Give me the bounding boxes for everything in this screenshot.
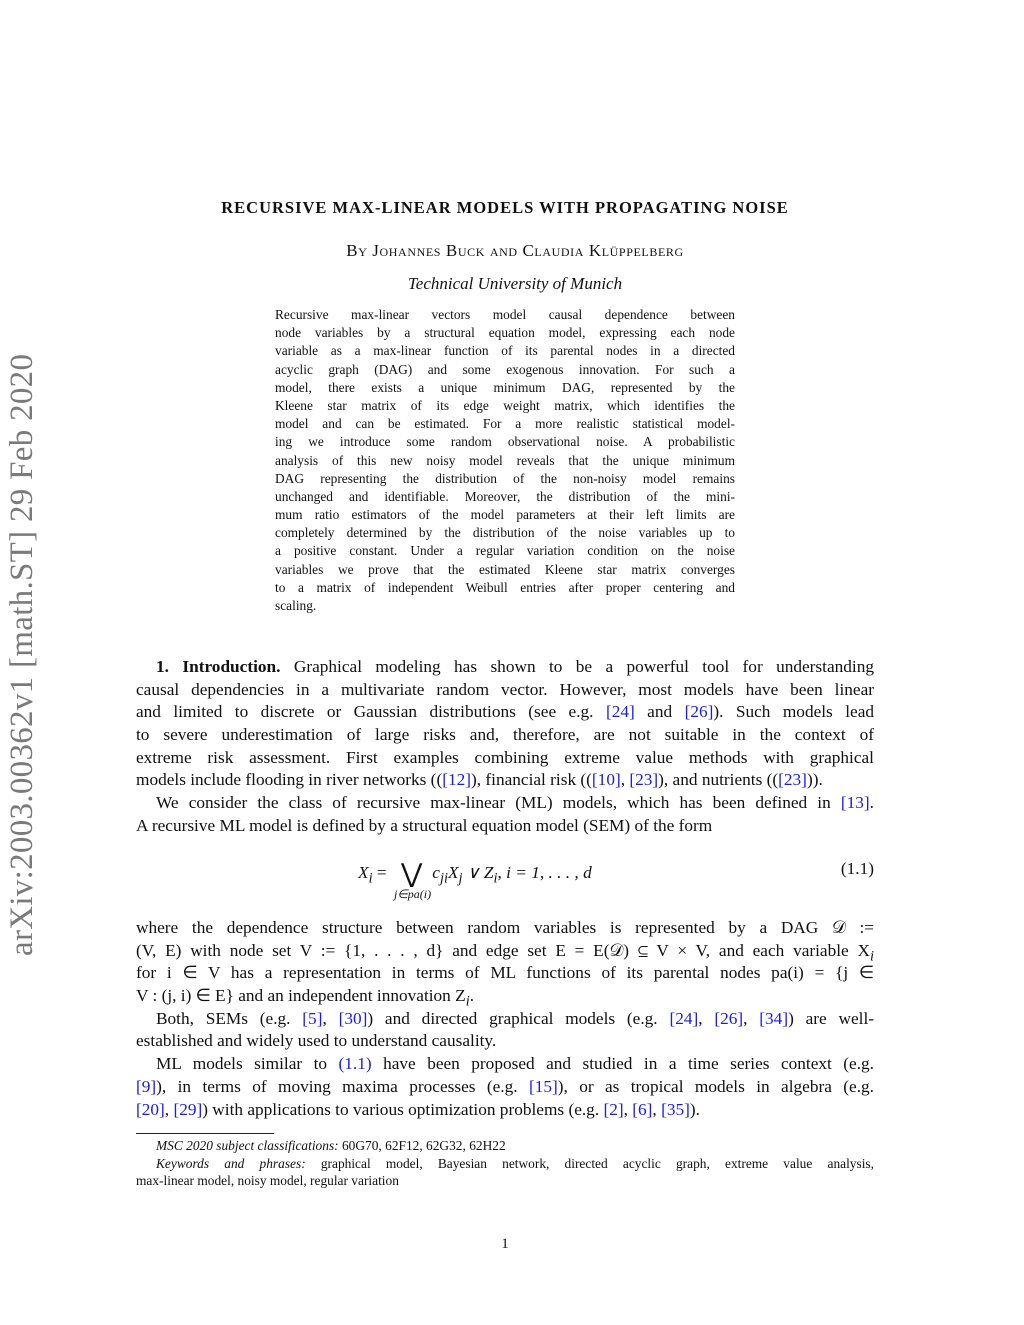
intro-paragraph-line: extreme risk assessment. First examples combining extreme value methods with graphical (136, 747, 874, 767)
citation-link[interactable]: [15] (528, 1076, 558, 1096)
introduction-section (136, 656, 874, 838)
eq-subscript: i (368, 870, 373, 887)
eq-symbol: = (372, 863, 391, 882)
abstract-line: model, there exists a unique minimum DAG, represented by the (275, 379, 735, 395)
text-run: , (322, 1008, 339, 1028)
text-run: , (164, 1099, 174, 1119)
intro-paragraph-line (136, 792, 874, 815)
section-number: 1. (156, 657, 169, 676)
eq-symbol: c (432, 863, 440, 882)
eq-symbol: X (447, 863, 459, 882)
abstract-line: mum ratio estimators of the model parameters at their left limits are (275, 507, 735, 523)
eq-symbol: ∨ Z (462, 863, 494, 882)
text-run: ), financial risk (( (471, 770, 592, 790)
eq-range: , i = 1, . . . , d (497, 863, 592, 882)
msc-classification (136, 1137, 874, 1155)
abstract-line: variables we prove that the estimated Kleene star matrix converges (275, 561, 735, 577)
equation-body (358, 859, 592, 889)
abstract-line: analysis of this new noisy model reveals that the unique minimum (275, 452, 735, 468)
text-run: have been proposed and studied in a time series context (e.g. (371, 1054, 874, 1074)
text-run: ), in terms of moving maxima processes (e.g. (156, 1076, 529, 1096)
abstract-line: a positive constant. Under a regular variation condition on the noise (275, 543, 735, 559)
abstract (275, 306, 735, 615)
citation-link[interactable]: [12] (442, 770, 471, 790)
body-line (136, 1099, 874, 1122)
citation-link[interactable]: [13] (840, 793, 870, 813)
abstract-line: completely determined by the distribution of the noise variables up to (275, 525, 735, 541)
abstract-line: scaling. (275, 598, 317, 613)
text-run: , (743, 1008, 760, 1028)
equation-reference-link[interactable]: (1.1) (338, 1054, 372, 1074)
footnote-value: graphical model, Bayesian network, directed acyclic graph, extreme value analysis, (305, 1155, 874, 1171)
citation-link[interactable]: [26] (684, 702, 714, 722)
abstract-line: node variables by a structural equation model, expressing each node (275, 325, 735, 341)
eq-symbol: X (358, 863, 369, 882)
text-run: ), and nutrients (( (658, 770, 779, 790)
text-run: ) with applications to various optimization problems (e.g. (202, 1099, 604, 1119)
text-run: ). (689, 1099, 700, 1119)
abstract-line: Kleene star matrix of its edge weight matrix, which identifies the (275, 397, 735, 413)
footnote-label: Keywords and phrases: (156, 1155, 306, 1171)
footnotes (136, 1137, 874, 1190)
intro-paragraph-line (136, 656, 874, 679)
abstract-line: DAG representing the distribution of the non-noisy model remains (275, 470, 735, 486)
text-run: and (634, 702, 685, 722)
text-run: ) and directed graphical models (e.g. (367, 1008, 670, 1028)
body-line (136, 1076, 874, 1099)
eq-subscript: ji (439, 870, 448, 887)
introduction-continued (136, 917, 874, 1121)
citation-link[interactable]: [34] (759, 1008, 789, 1028)
max-operator-subscript: j∈pa(i) (394, 887, 432, 901)
citation-link[interactable]: [30] (338, 1008, 368, 1028)
body-line (136, 1008, 874, 1031)
body-line (136, 1053, 874, 1076)
citation-link[interactable]: [23] (629, 770, 659, 790)
abstract-line: unchanged and identifiable. Moreover, the distribution of the mini- (275, 488, 735, 504)
intro-paragraph-line: to severe underestimation of large risks and, therefore, are not suitable in the context of (136, 725, 874, 745)
text-run: . (469, 986, 475, 1006)
eq-subscript: j (458, 870, 463, 887)
body-line: where the dependence structure between random variables is represented by a DAG 𝒟 := (136, 918, 874, 937)
body-line (136, 985, 874, 1008)
text-run: , (698, 1008, 715, 1028)
footnote-label: MSC 2020 subject classifications: (156, 1138, 339, 1153)
text-run: models include flooding in river networks (( (136, 770, 443, 790)
citation-link[interactable]: [10] (591, 770, 621, 790)
intro-paragraph-line: A recursive ML model is defined by a structural equation model (SEM) of the form (136, 815, 713, 835)
eq-subscript: i (465, 993, 470, 1010)
eq-subscript: i (869, 948, 874, 965)
citation-link[interactable]: [29] (173, 1099, 203, 1119)
page-number: 1 (501, 1236, 509, 1252)
paper-authors: By Johannes Buck and Claudia Klüppelberg (346, 241, 684, 260)
text-run: We consider the class of recursive max-linear (ML) models, which has been defined in (156, 793, 841, 813)
citation-link[interactable]: [2] (603, 1099, 624, 1119)
text-run: , (620, 770, 630, 790)
text-run: and limited to discrete or Gaussian distributions (see e.g. (136, 702, 606, 722)
body-line (136, 940, 874, 963)
text-run: )). (806, 770, 823, 790)
text-run: . (869, 793, 874, 813)
citation-link[interactable]: [26] (714, 1008, 744, 1028)
eq-subscript: i (493, 870, 498, 887)
abstract-line: variable as a max-linear function of its parental nodes in a directed (275, 343, 735, 359)
text-run: ). Such models lead (713, 702, 875, 722)
citation-link[interactable]: [35] (661, 1099, 690, 1119)
intro-paragraph-line (136, 701, 874, 724)
text-run: ), or as tropical models in algebra (e.g. (557, 1076, 874, 1096)
footnote-value: 60G70, 62F12, 62G32, 62H22 (338, 1138, 506, 1153)
citation-link[interactable]: [9] (136, 1076, 157, 1096)
keywords (136, 1155, 874, 1173)
text-run: (V, E) with node set V := {1, . . . , d} and edge set E = E(𝒟) ⊆ V × V, and each variable X (136, 940, 870, 960)
abstract-line: acyclic graph (DAG) and some exogenous innovation. For such a (275, 361, 735, 377)
abstract-line: ing we introduce some random observational noise. A probabilistic (275, 434, 735, 450)
arxiv-identifier-stamp: arXiv:2003.00362v1 [math.ST] 29 Feb 2020 (4, 353, 40, 956)
abstract-line: Recursive max-linear vectors model causal dependence between (275, 307, 735, 322)
keywords-continued: max-linear model, noisy model, regular variation (136, 1173, 399, 1188)
body-line: for i ∈ V has a representation in terms of ML functions of its parental nodes pa(i) = {j ∈ (136, 963, 874, 983)
footnote-divider (136, 1133, 274, 1134)
text-run: Both, SEMs (e.g. (156, 1008, 303, 1028)
text-run: ) are well- (788, 1008, 875, 1028)
abstract-line: model and can be estimated. For a more realistic statistical model- (275, 416, 735, 432)
citation-link[interactable]: [24] (669, 1008, 699, 1028)
max-operator: ⋁ (400, 859, 423, 888)
text-run: ML models similar to (156, 1054, 339, 1074)
body-line: established and widely used to understand causality. (136, 1031, 497, 1051)
intro-paragraph-line (136, 769, 874, 792)
paper-title: RECURSIVE MAX-LINEAR MODELS WITH PROPAGATING NOISE (221, 198, 789, 217)
citation-link[interactable]: [20] (136, 1099, 165, 1119)
section-heading: Introduction. (182, 657, 281, 676)
text-run: V : (j, i) ∈ E} and an independent innovation Z (136, 986, 466, 1006)
citation-link[interactable]: [5] (302, 1008, 323, 1028)
intro-paragraph-line: causal dependencies in a multivariate random vector. However, most models have been linear (136, 679, 874, 699)
author-affiliation: Technical University of Munich (407, 274, 623, 293)
equation-1-1 (136, 855, 874, 907)
citation-link[interactable]: [6] (632, 1099, 653, 1119)
equation-number: (1.1) (840, 859, 874, 878)
citation-link[interactable]: [23] (778, 770, 807, 790)
text-run: , (652, 1099, 662, 1119)
text-run: , (623, 1099, 633, 1119)
abstract-line: to a matrix of independent Weibull entries after proper centering and (275, 579, 735, 595)
citation-link[interactable]: [24] (605, 702, 635, 722)
text-run: Graphical modeling has shown to be a powerful tool for understanding (293, 657, 874, 676)
